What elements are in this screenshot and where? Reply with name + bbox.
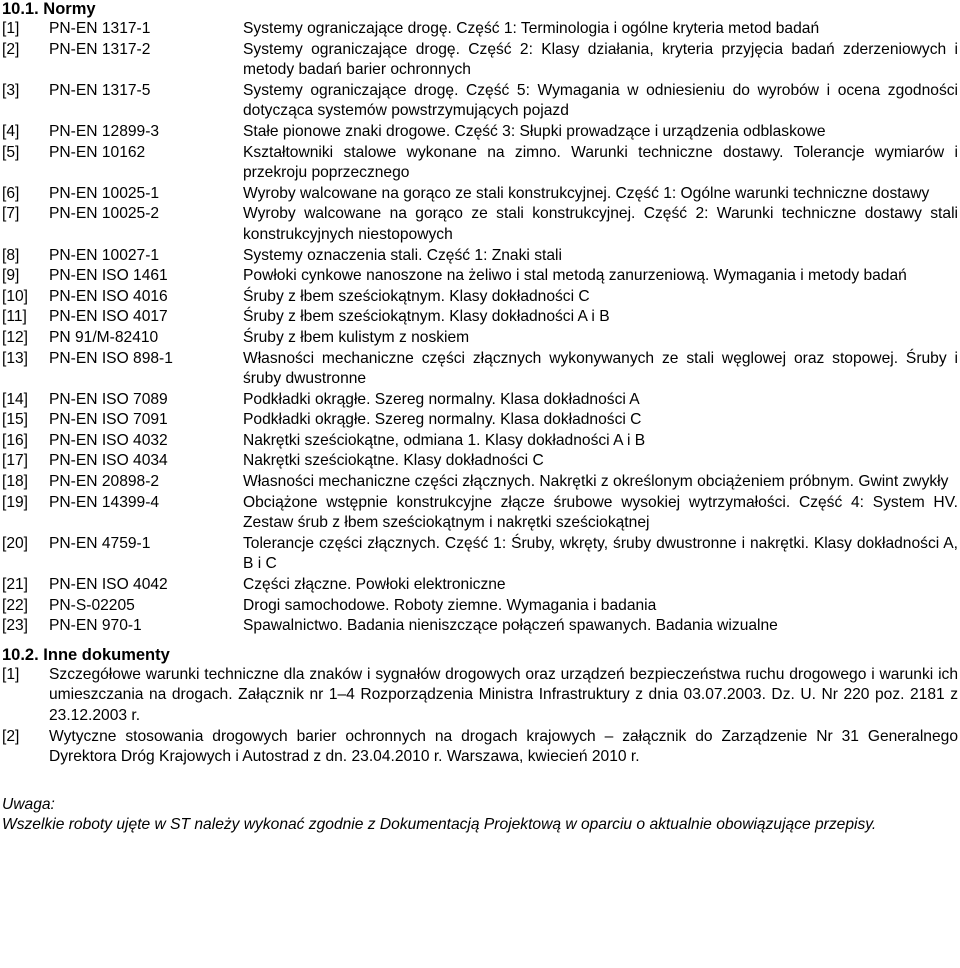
reference-number: [23]: [2, 617, 29, 635]
reference-row: [2, 81, 958, 122]
reference-row: [2, 534, 958, 575]
reference-standard-code: PN-EN ISO 898-1: [49, 349, 173, 367]
reference-title: Drogi samochodowe. Roboty ziemne. Wymagania i badania: [243, 596, 657, 614]
reference-title: Systemy oznaczenia stali. Część 1: Znaki stali: [243, 246, 562, 264]
other-documents-list: [2, 665, 958, 768]
reference-number: [14]: [2, 390, 29, 408]
reference-standard-code: PN-EN 970-1: [49, 617, 142, 635]
document-number: [1]: [2, 665, 20, 683]
reference-title: Podkładki okrągłe. Szereg normalny. Klasa dokładności A: [243, 390, 640, 408]
document-row: [2, 727, 958, 768]
reference-row: [2, 143, 958, 184]
reference-row: [2, 596, 958, 617]
reference-title: Części złączne. Powłoki elektroniczne: [243, 576, 506, 594]
reference-title: Powłoki cynkowe nanoszone na żeliwo i stal metodą zanurzeniową. Wymagania i metody badań: [243, 267, 907, 285]
reference-number: [2]: [2, 40, 20, 58]
reference-number: [13]: [2, 349, 29, 367]
reference-title: Obciążone wstępnie konstrukcyjne złącze śrubowe wysokiej wytrzymałości. Część 4: System HV. Zestaw śrub z łbem sześciokątnym i nakrętki sześciokątnej: [243, 493, 958, 532]
reference-row: [2, 40, 958, 81]
reference-title: Stałe pionowe znaki drogowe. Część 3: Słupki prowadzące i urządzenia odblaskowe: [243, 122, 826, 140]
reference-number: [20]: [2, 534, 29, 552]
reference-standard-code: PN-EN 10027-1: [49, 246, 160, 264]
reference-title: Systemy ograniczające drogę. Część 1: Terminologia i ogólne kryteria metod badań: [243, 20, 820, 37]
reference-title: Systemy ograniczające drogę. Część 5: Wymagania w odniesieniu do wyrobów i ocena zgodności dotycząca systemów powstrzymujących pojazd: [243, 81, 958, 120]
reference-standard-code: PN-EN 1317-2: [49, 40, 151, 58]
reference-title: Śruby z łbem kulistym z noskiem: [243, 328, 470, 346]
reference-standard-code: PN-EN 1317-5: [49, 81, 151, 99]
reference-standard-code: PN-EN 20898-2: [49, 473, 160, 491]
reference-row: [2, 472, 958, 493]
reference-standard-code: PN-EN ISO 4042: [49, 576, 168, 594]
reference-standard-code: PN-EN ISO 4016: [49, 287, 168, 305]
norms-reference-list: [2, 19, 958, 637]
reference-title: Tolerancje części złącznych. Część 1: Śruby, wkręty, śruby dwustronne i nakrętki. Klasy dokładności A, B i C: [243, 534, 958, 573]
note-label: Uwaga:: [2, 795, 55, 813]
reference-title: Systemy ograniczające drogę. Część 2: Klasy działania, kryteria przyjęcia badań zderzeniowych i metody badań barier ochronnych: [243, 40, 958, 79]
reference-row: [2, 287, 958, 308]
reference-number: [4]: [2, 122, 20, 140]
reference-row: [2, 410, 958, 431]
reference-row: [2, 616, 958, 637]
reference-title: Śruby z łbem sześciokątnym. Klasy dokładności C: [243, 287, 590, 305]
reference-standard-code: PN-EN ISO 4032: [49, 431, 168, 449]
reference-number: [10]: [2, 287, 29, 305]
reference-row: [2, 184, 958, 205]
document-row: [2, 665, 958, 727]
reference-number: [21]: [2, 576, 29, 594]
reference-number: [12]: [2, 328, 29, 346]
reference-number: [8]: [2, 246, 20, 264]
reference-title: Nakrętki sześciokątne, odmiana 1. Klasy dokładności A i B: [243, 431, 646, 449]
reference-number: [6]: [2, 184, 20, 202]
section-heading-other-documents: 10.2. Inne dokumenty: [2, 645, 170, 664]
reference-title: Śruby z łbem sześciokątnym. Klasy dokładności A i B: [243, 308, 610, 326]
reference-title: Podkładki okrągłe. Szereg normalny. Klasa dokładności C: [243, 411, 642, 429]
reference-row: [2, 575, 958, 596]
reference-standard-code: PN-EN ISO 1461: [49, 267, 168, 285]
reference-standard-code: PN 91/M-82410: [49, 328, 159, 346]
reference-number: [1]: [2, 20, 20, 37]
reference-title: Własności mechaniczne części złącznych. Nakrętki z określonym obciążeniem próbnym. Gwint zwykły: [243, 473, 949, 491]
document-text: Wytyczne stosowania drogowych barier ochronnych na drogach krajowych – załącznik do Zarządzenie Nr 31 Generalnego Dyrektora Dróg Krajowych i Autostrad z dn. 23.04.2010 r. Warszawa, kwiecień 2010 r.: [49, 727, 958, 766]
reference-row: [2, 493, 958, 534]
document-text: Szczegółowe warunki techniczne dla znaków i sygnałów drogowych oraz urządzeń bezpieczeństwa ruchu drogowego i warunki ich umieszczania na drogach. Załącznik nr 1–4 Rozporządzenia Ministra Infrastruktury z dnia 03.07.2003. Dz. U. Nr 220 poz. 2181 z 23.12.2003 r.: [49, 665, 958, 724]
reference-standard-code: PN-EN ISO 7089: [49, 390, 168, 408]
note-block: [2, 795, 958, 836]
reference-number: [15]: [2, 411, 29, 429]
reference-standard-code: PN-EN 10162: [49, 143, 146, 161]
reference-number: [16]: [2, 431, 29, 449]
reference-standard-code: PN-EN 4759-1: [49, 534, 151, 552]
reference-row: [2, 204, 958, 245]
reference-standard-code: PN-EN ISO 4034: [49, 452, 168, 470]
reference-row: [2, 431, 958, 452]
document-number: [2]: [2, 727, 20, 745]
reference-standard-code: PN-EN 14399-4: [49, 493, 160, 511]
reference-row: [2, 307, 958, 328]
reference-title: Spawalnictwo. Badania nieniszczące połączeń spawanych. Badania wizualne: [243, 617, 778, 635]
reference-row: [2, 328, 958, 349]
reference-title: Wyroby walcowane na gorąco ze stali konstrukcyjnej. Część 2: Warunki techniczne dostawy stali konstrukcyjnych niestopowych: [243, 205, 958, 243]
reference-title: Nakrętki sześciokątne. Klasy dokładności C: [243, 452, 544, 470]
reference-row: [2, 19, 958, 40]
reference-number: [11]: [2, 308, 27, 326]
reference-standard-code: PN-EN 12899-3: [49, 122, 160, 140]
reference-number: [5]: [2, 143, 20, 161]
reference-row: [2, 266, 958, 287]
reference-number: [17]: [2, 452, 29, 470]
reference-title: Kształtowniki stalowe wykonane na zimno. Warunki techniczne dostawy. Tolerancje wymiarów i przekroju poprzecznego: [243, 143, 958, 182]
reference-title: Wyroby walcowane na gorąco ze stali konstrukcyjnej. Część 1: Ogólne warunki techniczne dostawy: [243, 184, 930, 202]
note-text: Wszelkie roboty ujęte w ST należy wykonać zgodnie z Dokumentacją Projektową w oparciu o aktualnie obowiązujące przepisy.: [2, 816, 877, 834]
reference-number: [18]: [2, 473, 29, 491]
reference-standard-code: PN-EN 1317-1: [49, 20, 151, 37]
reference-number: [3]: [2, 81, 20, 99]
section-heading-norms: 10.1. Normy: [2, 0, 96, 18]
reference-standard-code: PN-EN ISO 7091: [49, 411, 168, 429]
reference-standard-code: PN-EN 10025-1: [49, 184, 160, 202]
reference-number: [7]: [2, 205, 20, 223]
reference-row: [2, 349, 958, 390]
reference-standard-code: PN-EN 10025-2: [49, 205, 160, 223]
reference-row: [2, 122, 958, 143]
reference-row: [2, 390, 958, 411]
reference-number: [19]: [2, 493, 29, 511]
reference-row: [2, 451, 958, 472]
reference-standard-code: PN-S-02205: [49, 596, 135, 614]
reference-row: [2, 246, 958, 267]
reference-number: [22]: [2, 596, 29, 614]
reference-number: [9]: [2, 267, 20, 285]
reference-standard-code: PN-EN ISO 4017: [49, 308, 168, 326]
reference-title: Własności mechaniczne części złącznych wykonywanych ze stali węglowej oraz stopowej. Śruby i śruby dwustronne: [243, 349, 958, 388]
